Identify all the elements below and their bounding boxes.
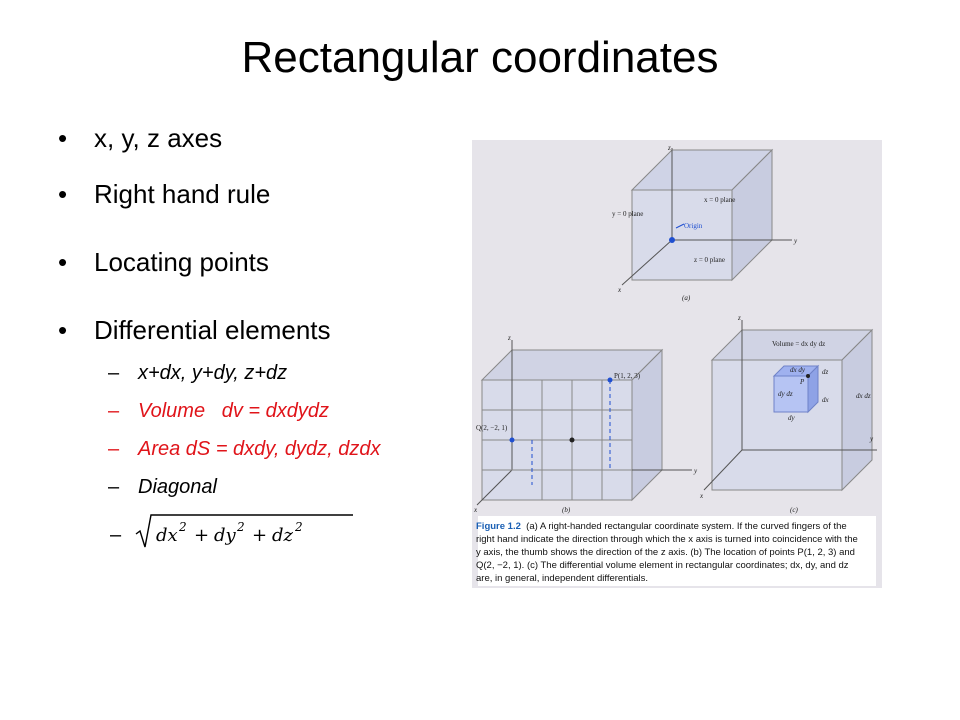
figure-caption bbox=[476, 520, 880, 585]
subitem-label: Area dS = dxdy, dydz, dzdx bbox=[138, 438, 381, 460]
formula-dx: dx bbox=[156, 525, 178, 546]
bullet-label: Locating points bbox=[94, 247, 269, 277]
caption-line: Q(2, −2, 1). (c) The differential volume element in rectangular coordinates; dx, dy, and dz bbox=[476, 560, 849, 571]
label-volume: Volume = dx dy dz bbox=[772, 340, 826, 348]
axis-x-b: x bbox=[474, 506, 478, 514]
subitem-increments bbox=[108, 360, 287, 386]
subitem-area bbox=[108, 436, 381, 462]
sub-dash: – bbox=[108, 400, 120, 422]
formula-plus: + bbox=[252, 525, 268, 546]
tag-a: (a) bbox=[682, 294, 691, 302]
caption-text: (a) A right-handed rectangular coordinate system. If the curved fingers of the bbox=[526, 521, 847, 532]
bullet-label: Differential elements bbox=[94, 315, 331, 345]
formula-dy: dy bbox=[214, 525, 236, 546]
label-point-q: Q(2, −2, 1) bbox=[476, 424, 508, 432]
axis-z-c: z bbox=[738, 314, 741, 322]
caption-line: are, in general, independent differentials. bbox=[476, 573, 649, 584]
label-dx: dx bbox=[822, 396, 829, 404]
bullet-axes bbox=[58, 122, 222, 154]
label-y0-plane: y = 0 plane bbox=[612, 210, 644, 218]
axis-y-a: y bbox=[794, 237, 798, 245]
formula-exp: 2 bbox=[179, 520, 187, 534]
subitem-label: Diagonal bbox=[138, 476, 217, 498]
subitem-diagonal bbox=[108, 474, 217, 500]
sub-dash: – bbox=[108, 438, 120, 460]
bullet-differential-elements bbox=[58, 314, 331, 346]
axis-x-a: x bbox=[618, 286, 622, 294]
tag-b: (b) bbox=[562, 506, 571, 514]
label-origin: Origin bbox=[684, 222, 703, 230]
formula-exp: 2 bbox=[295, 520, 303, 534]
axis-y-b: y bbox=[694, 467, 698, 475]
label-dxdz: dx dz bbox=[856, 392, 871, 400]
slide-title: Rectangular coordinates bbox=[241, 33, 719, 82]
label-dz: dz bbox=[822, 368, 829, 376]
subitem-label: Volume dv = dxdydz bbox=[138, 400, 330, 422]
bullet-locating-points bbox=[58, 246, 269, 278]
formula-exp: 2 bbox=[237, 520, 245, 534]
caption-line: right hand indicate the direction through which the x axis is turned into coincidence with the bbox=[476, 534, 858, 545]
bullet-dot: • bbox=[58, 179, 68, 209]
caption-line: y axis, the thumb shows the direction of the z axis. (b) The location of points P(1, 2, 3) and bbox=[476, 547, 855, 558]
bullet-dot: • bbox=[58, 315, 68, 345]
sub-dash: – bbox=[108, 362, 120, 384]
subitem-volume bbox=[108, 398, 329, 424]
axis-z-a: z bbox=[668, 144, 671, 152]
bullet-right-hand-rule bbox=[58, 178, 270, 210]
formula-dz: dz bbox=[272, 525, 294, 546]
formula-dash: – bbox=[110, 524, 122, 546]
subitem-label: x+dx, y+dy, z+dz bbox=[138, 362, 288, 384]
label-x0-plane: x = 0 plane bbox=[704, 196, 736, 204]
bullet-label: x, y, z axes bbox=[94, 123, 223, 153]
label-dxdy: dx dy bbox=[790, 366, 805, 374]
bullet-dot: • bbox=[58, 123, 68, 153]
caption-line bbox=[476, 520, 880, 533]
axis-z-b: z bbox=[508, 334, 511, 342]
tag-c: (c) bbox=[790, 506, 798, 514]
label-dy: dy bbox=[788, 414, 795, 422]
label-z0-plane: z = 0 plane bbox=[694, 256, 725, 264]
label-point-p-c: P bbox=[800, 378, 805, 386]
diagonal-formula bbox=[108, 512, 368, 552]
bullet-dot: • bbox=[58, 247, 68, 277]
label-point-p: P(1, 2, 3) bbox=[614, 372, 641, 380]
sub-dash: – bbox=[108, 476, 120, 498]
formula-plus: + bbox=[194, 525, 210, 546]
bullet-label: Right hand rule bbox=[94, 179, 271, 209]
axis-x-c: x bbox=[700, 492, 704, 500]
axis-y-c: y bbox=[870, 435, 874, 443]
caption-lead: Figure 1.2 bbox=[476, 521, 521, 532]
label-dydz: dy dz bbox=[778, 390, 793, 398]
